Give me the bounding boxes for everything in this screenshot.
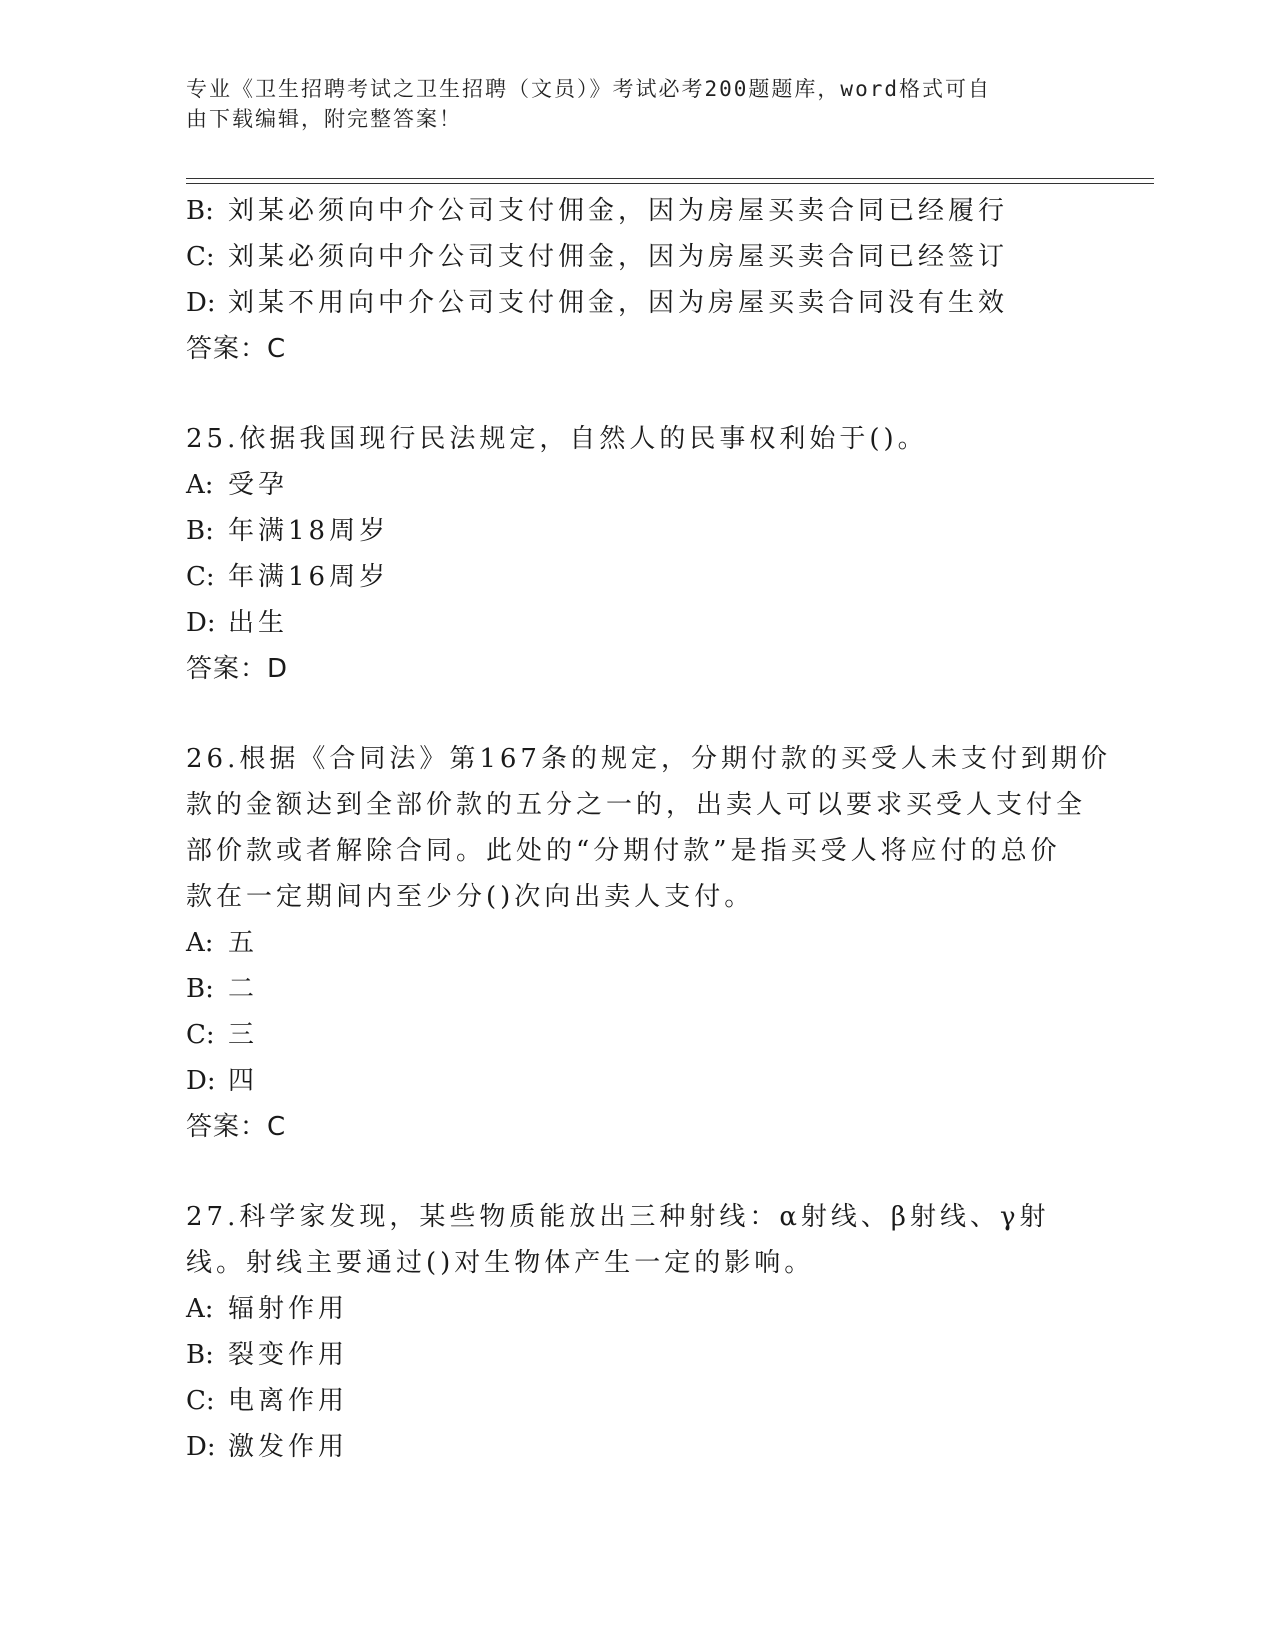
question-block: [186, 736, 1111, 1150]
question-spacer: [186, 1150, 1086, 1194]
option-label: C:: [186, 562, 215, 592]
question-stem-line: 部价款或者解除合同。此处的“分期付款”是指买受人将应付的总价: [186, 836, 1061, 866]
option-row: [186, 1012, 1086, 1058]
option-row: [186, 1058, 1086, 1104]
option-label: B:: [186, 974, 214, 1004]
option-text: 辐射作用: [228, 1294, 349, 1324]
option-text: 刘某不用向中介公司支付佣金，因为房屋买卖合同没有生效: [228, 288, 1009, 318]
option-row: [186, 234, 1086, 280]
question-spacer: [186, 692, 1086, 736]
option-text: 电离作用: [228, 1386, 349, 1416]
option-row: [186, 508, 1086, 554]
option-label: B:: [186, 516, 214, 546]
question-stem-line: 款在一定期间内至少分()次向出卖人支付。: [186, 882, 755, 912]
question-stem-line: 款的金额达到全部价款的五分之一的，出卖人可以要求买受人支付全: [186, 790, 1087, 820]
option-label: A:: [186, 470, 214, 500]
question-stem: [186, 736, 1111, 920]
option-text: 受孕: [228, 470, 289, 500]
answer-line: 答案：D: [186, 654, 289, 684]
option-label: C:: [186, 242, 215, 272]
option-row: [186, 554, 1086, 600]
option-row: [186, 1286, 1086, 1332]
option-label: D:: [186, 288, 216, 318]
answer-line: 答案：C: [186, 334, 287, 364]
option-label: A:: [186, 1294, 214, 1324]
question-24-continuation: [186, 188, 1086, 372]
question-stem: [186, 1194, 1086, 1286]
header-divider-top: [186, 178, 1154, 179]
option-text: 激发作用: [228, 1432, 349, 1462]
option-label: D:: [186, 1432, 216, 1462]
option-text: 二: [228, 974, 259, 1004]
option-text: 裂变作用: [228, 1340, 349, 1370]
question-block: [186, 416, 1086, 692]
question-stem-line: 25.依据我国现行民法规定，自然人的民事权利始于()。: [186, 424, 928, 454]
option-row: [186, 1378, 1086, 1424]
option-text: 刘某必须向中介公司支付佣金，因为房屋买卖合同已经签订: [228, 242, 1009, 272]
option-label: C:: [186, 1386, 215, 1416]
option-label: B:: [186, 196, 214, 226]
document-header: [186, 74, 1066, 134]
header-line-2: 由下载编辑，附完整答案！: [186, 107, 462, 131]
option-row: [186, 1424, 1086, 1470]
option-label: A:: [186, 928, 214, 958]
option-label: B:: [186, 1340, 214, 1370]
question-list: [186, 188, 1111, 1470]
question-block: [186, 1194, 1086, 1470]
option-row: [186, 1332, 1086, 1378]
question-stem-line: 26.根据《合同法》第167条的规定，分期付款的买受人未支付到期价: [186, 744, 1111, 774]
option-text: 刘某必须向中介公司支付佣金，因为房屋买卖合同已经履行: [228, 196, 1009, 226]
question-stem: [186, 416, 1086, 462]
header-line-1: 专业《卫生招聘考试之卫生招聘（文员）》考试必考200题题库，word格式可自: [186, 77, 991, 101]
option-text: 三: [228, 1020, 259, 1050]
question-stem-line: 线。射线主要通过()对生物体产生一定的影响。: [186, 1248, 815, 1278]
option-label: D:: [186, 608, 216, 638]
header-divider-bottom: [186, 183, 1154, 184]
option-text: 出生: [228, 608, 289, 638]
question-stem-line: 27.科学家发现，某些物质能放出三种射线：α射线、β射线、γ射: [186, 1202, 1050, 1232]
option-text: 年满16周岁: [228, 562, 390, 592]
question-spacer: [186, 372, 1086, 416]
option-row: [186, 188, 1086, 234]
option-label: C:: [186, 1020, 215, 1050]
option-row: [186, 462, 1086, 508]
option-text: 五: [228, 928, 259, 958]
option-row: [186, 920, 1086, 966]
option-row: [186, 966, 1086, 1012]
answer-line: 答案：C: [186, 1112, 287, 1142]
option-text: 四: [228, 1066, 259, 1096]
option-label: D:: [186, 1066, 216, 1096]
option-text: 年满18周岁: [228, 516, 390, 546]
option-row: [186, 280, 1086, 326]
option-row: [186, 600, 1086, 646]
